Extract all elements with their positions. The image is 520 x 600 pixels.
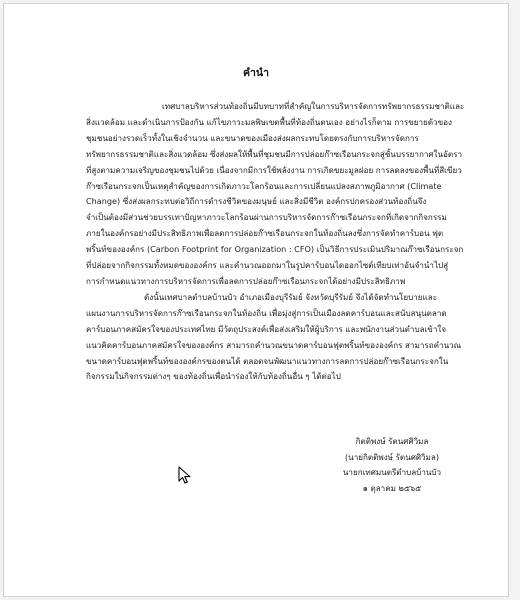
document-page [3,3,509,597]
paragraph-line: ที่ปล่อยจากกิจกรรมทั้งหมดขององค์กร และคำนวณออกมาในรูปคาร์บอนไดออกไซด์เทียบเท่าอันจำนำไปสู่ [86,260,449,271]
paragraph-line: ทรัพยากรธรรมชาติและสิ่งแวดล้อม ซึ่งส่งผลให้พื้นที่ชุมชนมีการปล่อยก๊าซเรือนกระจกสู่ชั้นบรรยากาศในอัตรา [86,148,463,159]
paragraph-line: พริ้นท์ขององค์กร (Carbon Footprint for Organization : CFO) เป็นวิธีการประเมินปริมาณก๊าซเรือนกระจก [86,244,464,255]
signature-name-full: (นายกิตติพงษ์ รัตนศศิวิมล) [345,451,439,462]
paragraph-line: ขนาดคาร์บอนฟุตพริ้นท์ขององค์กรของตนได้ ตลอดจนพัฒนาแนวทางการลดการปล่อยก๊าซเรือนกระจกใน [86,355,449,366]
paragraph-line: สิ่งแวดล้อม และดำเนินการป้องกัน แก้ไขภาวะมลพิษเขตพื้นที่ท้องถิ่นตนเอง อย่างไรก็ตาม การขยายตัวของ [86,116,452,127]
paragraph-line: ชุมชนอย่างรวดเร็วทั้งในเชิงจำนวน และขนาดของเมืองส่งผลกระทบโดยตรงกับการบริหารจัดการ [86,132,419,143]
paragraph-line: เทศบาลบริหารส่วนท้องถิ่นมีบทบาทที่สำคัญในการบริหารจัดการทรัพยากรธรรมชาติและ [162,101,465,111]
paragraph-line: กิจกรรมในกิจกรรมต่างๆ ของท้องถิ่นเพื่อนำร่องให้กับท้องถิ่นอื่น ๆ ได้ต่อไป [86,371,341,382]
paragraph-line: ก๊าซเรือนกระจกเป็นเหตุสำคัญของการเกิดภาวะโลกร้อนและการเปลี่ยนแปลงสภาพภูมิอากาศ (Climate [86,180,442,191]
signature-position: นายกเทศมนตรีตำบลบ้านบัว [342,467,442,477]
paragraph-line: ดังนั้นเทศบาลตำบลบ้านบัว อำเภอเมืองบุรีรัมย์ จังหวัดบุรีรัมย์ จึงได้จัดทำนโยบายและ [144,291,438,302]
paragraph-line: Change) ซึ่งส่งผลกระทบต่อวิถีการดำรงชีวิตของมนุษย์ และสิ่งมีชีวิต องค์กรปกครองส่วนท้องถิ่นจึง [86,196,427,207]
signature-date: ๑ ตุลาคม ๒๕๖๕ [362,482,422,493]
mouse-pointer-icon [178,466,192,484]
paragraph-line: แผนงานการบริหารจัดการก๊าซเรือนกระจกในท้องถิ่น เพื่อมุ่งสู่การเป็นเมืองลดคาร์บอนและสนับสนุนตลาด [86,307,447,318]
paragraph-line: จำเป็นต้องมีส่วนช่วยบรรเทาปัญหาภาวะโลกร้อนผ่านการบริหารจัดการก๊าซเรือนกระจกที่เกิดจากกิจกรรม [86,212,447,223]
preface-body [86,99,478,385]
signature-block [322,434,462,496]
document-title: คำนำ [243,67,269,79]
paragraph-line: ที่สูงตามความเจริญของชุมชนไปด้วย เนื่องจากมีการใช้พลังงาน การเกิดขยะมูลฝอย การลดลงของพื้นที่สีเขียว [86,164,462,175]
paragraph-line: คาร์บอนภาคสมัครใจของประเทศไทย มีวัตถุประสงค์เพื่อส่งเสริมให้ผู้บริการ และพนักงานส่วนตำบลเข้าใจ [86,323,447,334]
paragraph-line: แนวคิดคาร์บอนภาคสมัครใจขององค์กร สามารถคำนวณขนาดคาร์บอนฟุตพริ้นท์ขององค์กร สามารถคำนวณ [86,339,462,350]
paragraph-line: การกำหนดแนวทางการบริหารจัดการเพื่อลดการปล่อยก๊าซเรือนกระจกได้อย่างมีประสิทธิภาพ [86,275,406,286]
paragraph-line: ภายในองค์กรอย่างมีประสิทธิภาพเพื่อลดการปล่อยก๊าซเรือนกระจกในท้องถิ่นลงซึ่งการจัดทำคาร์บอน ฟุต [86,228,444,239]
signature-name: กิตติพงษ์ รัตนศศิวิมล [355,436,429,446]
